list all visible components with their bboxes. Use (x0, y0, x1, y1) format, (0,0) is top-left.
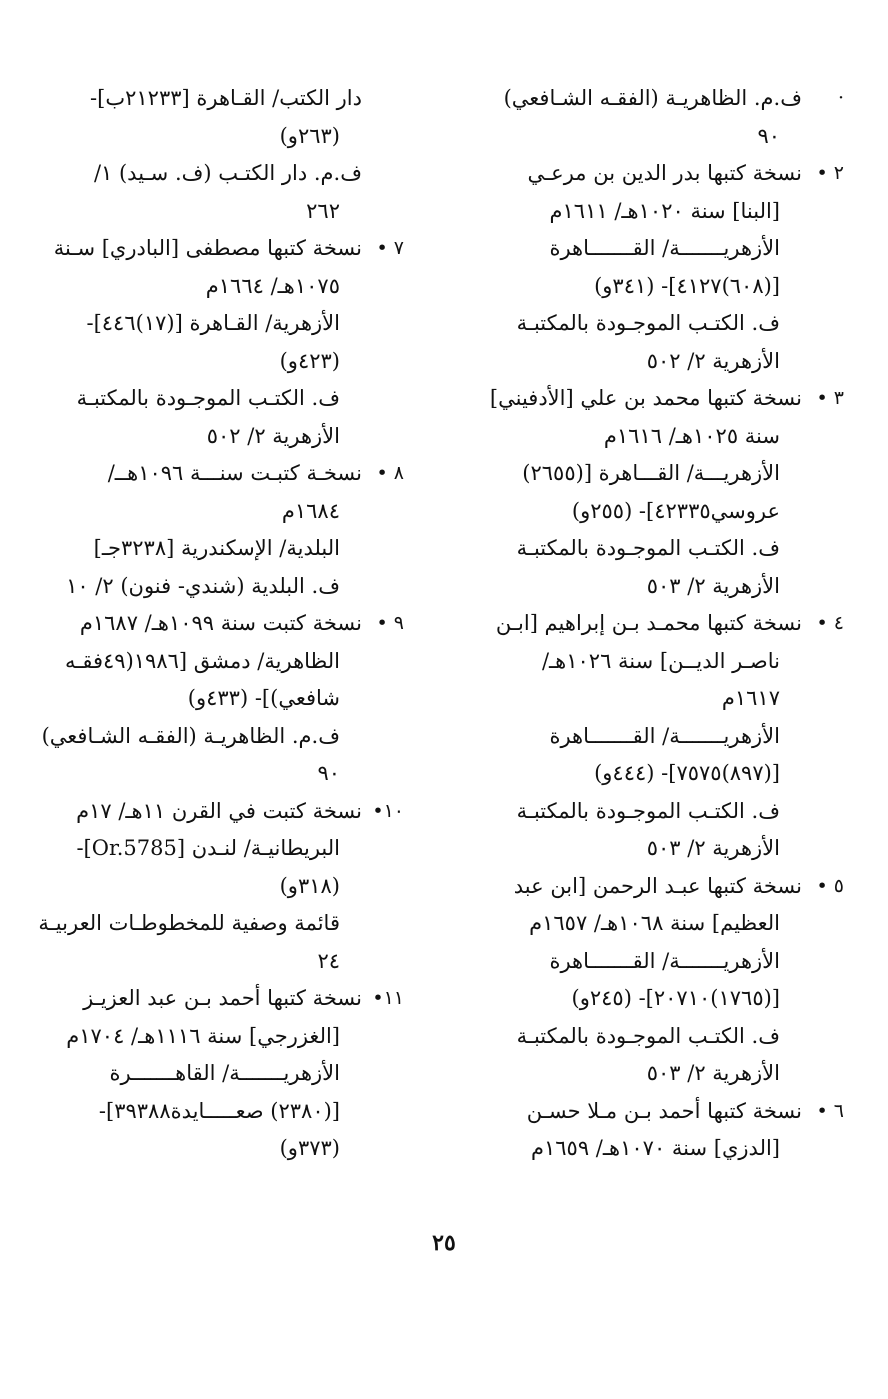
entry-number: ٧ • (376, 237, 404, 259)
entry-line: ٩٠ (317, 761, 340, 785)
entry-line: [البنا] سنة ١٠٢٠هـ/ ١٦١١م (549, 198, 780, 223)
entry-line: ف.م. الظاهريـة (الفقـه الشـافعي) (41, 723, 340, 748)
entry-line: نسخة كتبها أحمد بـن مـلا حسـن (526, 1098, 802, 1123)
manuscript-entry (462, 155, 844, 380)
entry-number: ٤ • (816, 612, 844, 634)
entry-line: ف. الكتـب الموجـودة بالمكتبـة (76, 386, 340, 410)
entry-line: الأزهرية ٢/ ٥٠٢ (206, 423, 340, 448)
entry-line: ١٦٨٤م (281, 498, 340, 523)
entry-line: [الدزي] سنة ١٠٧٠هـ/ ١٦٥٩م (530, 1136, 780, 1160)
entry-line: ف. الكتـب الموجـودة بالمكتبـة (516, 536, 780, 560)
entry-line: [(٢٣٨٠) صعـــــايدة٣٩٣٨٨]- (98, 1098, 340, 1123)
entry-line: نسخة كتبها محمـد بـن إبراهيم [ابـن (495, 611, 802, 635)
entry-line: عروسي٤٢٣٣٥]- (٢٥٥و) (571, 498, 780, 523)
entry-line: نسخة كتبها عبـد الرحمن [ابن عبد (513, 873, 802, 898)
manuscript-entry (462, 1093, 844, 1168)
entry-line: الأزهريـــة/ القـــاهرة [(٢٦٥٥) (522, 461, 780, 485)
entry-line: (٣١٨و) (279, 873, 340, 898)
entry-line: ناصـر الديــن] سنة ١٠٢٦هـ/ (541, 648, 780, 673)
manuscript-entry (462, 380, 844, 605)
entry-line: نسخة كتبها مصطفى [البادري] سـنة (53, 236, 362, 260)
manuscript-entry (41, 605, 404, 793)
entry-line: الأزهريـــــــة/ القـــــــاهرة (549, 723, 780, 748)
entry-line: ٢٤ (317, 948, 340, 973)
entry-line: نسخـة كتبـت سنـــة ١٠٩٦هــ/ (107, 461, 362, 485)
entry-line: ٩٠ (757, 123, 780, 148)
entry-line: الظاهرية/ دمشق [١٩٨٦(٤٩فقـه (64, 648, 340, 673)
entry-line: قائمة وصفية للمخطوطـات العربيـة (38, 911, 340, 935)
entry-line: (٢٦٣و) (279, 123, 340, 148)
page-number: ٢٥ (432, 1230, 456, 1256)
manuscript-entry (462, 605, 844, 868)
entry-line: ف. الكتـب الموجـودة بالمكتبـة (516, 798, 780, 823)
entry-line: ١٦١٧م (721, 686, 780, 710)
entry-number: ١٠• (372, 799, 404, 822)
entry-line: نسخة كتبت في القرن ١١هـ/ ١٧م (76, 798, 362, 823)
left-column (38, 80, 404, 1168)
entry-line: نسخة كتبت سنة ١٠٩٩هـ/ ١٦٨٧م (79, 611, 362, 635)
manuscript-entry (66, 455, 404, 605)
manuscript-entry (70, 80, 362, 155)
entry-line: البلدية/ الإسكندرية [٣٢٣٨جـ] (93, 536, 340, 560)
entry-line: (٤٢٣و) (279, 348, 340, 373)
manuscript-entry (70, 155, 362, 230)
entry-number: ٥ • (816, 874, 844, 897)
entry-line: [(١٧٦٥)٢٠٧١٠]- (٢٤٥و) (571, 986, 780, 1010)
manuscript-entry (462, 80, 844, 155)
manuscript-entry (66, 980, 404, 1168)
entry-line: الأزهريـــــــة/ القاهـــــــرة (109, 1061, 340, 1085)
entry-number: ٩ • (376, 612, 404, 634)
entry-number: ٢ • (816, 162, 844, 184)
entry-number: ١١• (372, 987, 404, 1009)
entry-line: نسخة كتبها أحمد بـن عبد العزيـز (83, 986, 362, 1010)
entry-line: الأزهرية/ القـاهرة [(١٧)٤٤٦]- (86, 311, 340, 335)
entry-line: [(٦٠٨)٤١٢٧]- (٣٤١و) (594, 273, 780, 298)
entry-line: الأزهريـــــــة/ القـــــــاهرة (549, 236, 780, 260)
entry-line: الأزهريـــــــة/ القـــــــاهرة (549, 948, 780, 973)
entry-number: ٦ • (816, 1099, 844, 1122)
entry-line: دار الكتب/ القـاهرة [٢١٢٣٣ب]- (90, 86, 362, 110)
entry-line: البريطانيـة/ لنـدن [Or.5785]- (76, 836, 340, 860)
entry-line: ٢٦٢ (306, 198, 340, 223)
entry-line: ف. الكتـب الموجـودة بالمكتبـة (516, 311, 780, 335)
entry-line: الأزهرية ٢/ ٥٠٣ (646, 1061, 780, 1085)
entry-line: شافعي)]- (٤٣٣و) (187, 686, 340, 710)
entry-line: الأزهرية ٢/ ٥٠٣ (646, 573, 780, 598)
right-column (462, 80, 844, 1168)
entry-line: (٣٧٣و) (279, 1136, 340, 1160)
entry-line: الأزهرية ٢/ ٥٠٣ (646, 836, 780, 860)
entry-line: ف. الكتـب الموجـودة بالمكتبـة (516, 1023, 780, 1048)
entry-line: العظيم] سنة ١٠٦٨هـ/ ١٦٥٧م (529, 911, 780, 935)
entry-number: · (837, 87, 844, 109)
entry-line: [الغزرجي] سنة ١١١٦هـ/ ١٧٠٤م (66, 1023, 340, 1048)
entry-line: الأزهرية ٢/ ٥٠٢ (646, 348, 780, 373)
entry-line: نسخة كتبها بدر الدين بن مرعـي (527, 161, 802, 185)
entry-line: ف.م. دار الكتـب (ف. سـيد) ١/ (93, 161, 362, 185)
entry-line: [(٨٩٧)٧٥٧٥]- (٤٤٤و) (594, 761, 780, 785)
entry-line: ١٠٧٥هـ/ ١٦٦٤م (205, 273, 340, 298)
manuscript-entry (462, 868, 844, 1093)
entry-line: نسخة كتبها محمد بن علي [الأدفيني] (489, 386, 802, 410)
entry-line: ف.م. الظاهريـة (الفقـه الشـافعي) (503, 86, 802, 110)
manuscript-entry (38, 793, 404, 981)
entry-number: ٨ • (376, 462, 404, 484)
entry-line: سنة ١٠٢٥هـ/ ١٦١٦م (603, 423, 780, 448)
entry-number: ٣ • (816, 387, 844, 409)
manuscript-entry (53, 230, 404, 455)
entry-line: ف. البلدية (شندي- فنون) ٢/ ١٠ (66, 573, 340, 598)
